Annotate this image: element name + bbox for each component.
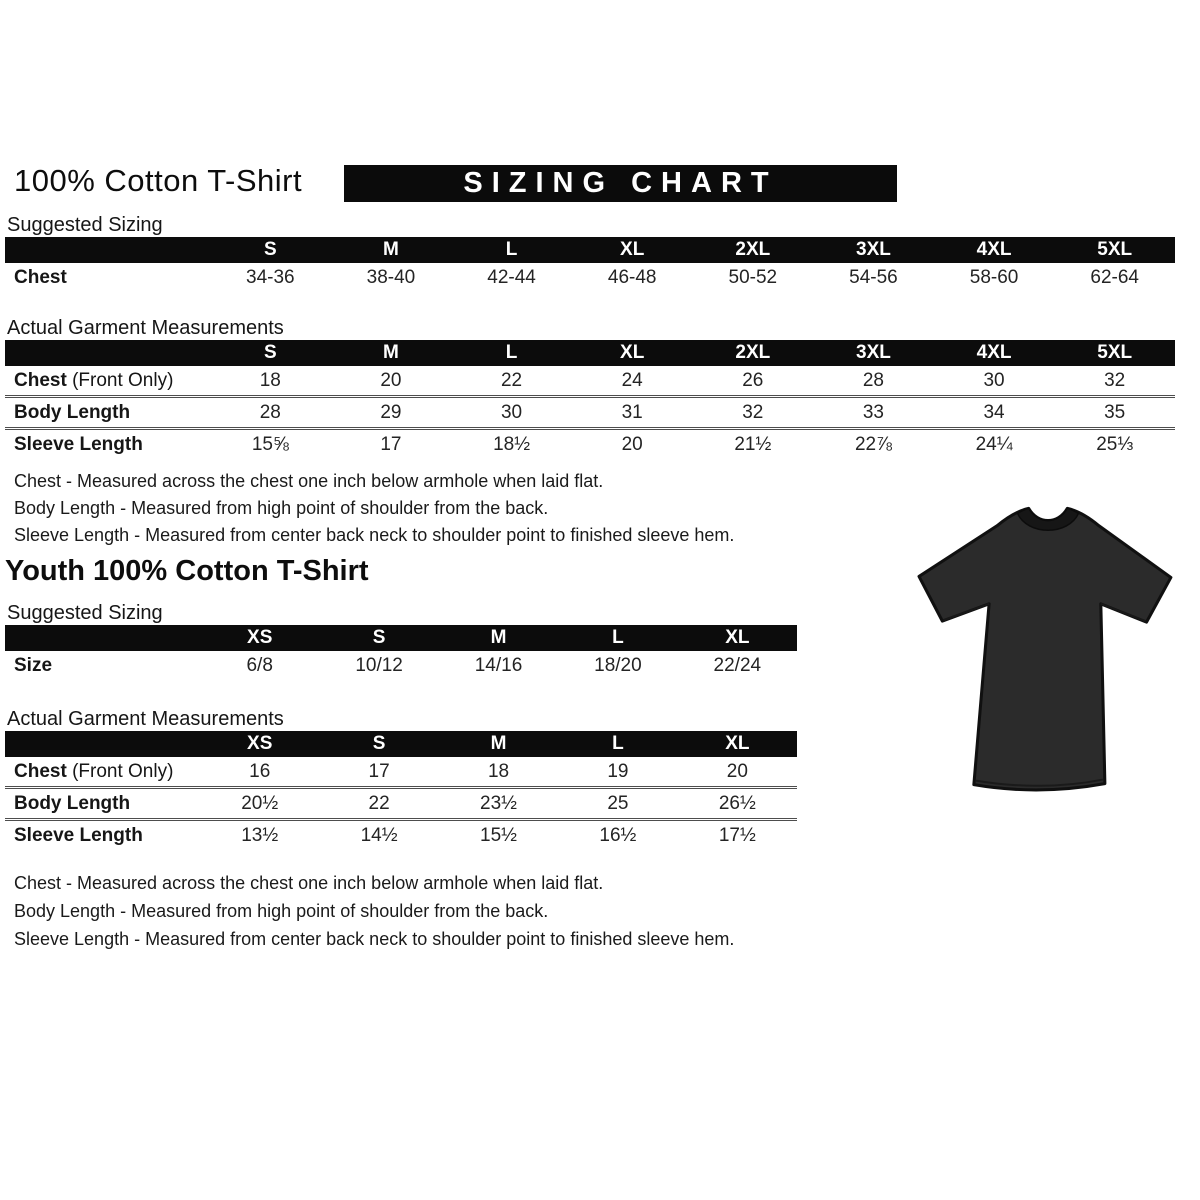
youth-section-title: Youth 100% Cotton T-Shirt — [5, 555, 369, 587]
size-column-header: XL — [725, 733, 750, 754]
measurement-value: 25⅓ — [1096, 433, 1134, 455]
note-sleeve-length: Sleeve Length - Measured from center back neck to shoulder point to finished sleeve hem. — [14, 929, 735, 949]
size-column-header: XS — [247, 733, 273, 754]
row-label: Chest (Front Only) — [14, 760, 174, 782]
measurement-value: 21½ — [734, 433, 772, 455]
table-header-row — [5, 340, 1175, 366]
measurement-value: 20 — [621, 433, 643, 455]
youth-suggested-sizing-label: Suggested Sizing — [7, 602, 163, 624]
measurement-value: 28 — [862, 369, 884, 391]
youth-measurement-notes — [14, 869, 1195, 953]
measurement-value: 6/8 — [246, 654, 273, 676]
measurement-value: 14/16 — [474, 654, 523, 676]
row-label: Sleeve Length — [14, 824, 143, 846]
measurement-value: 20 — [726, 760, 748, 782]
measurement-value: 25 — [607, 792, 629, 814]
row-label: Body Length — [14, 792, 131, 814]
size-column-header: M — [490, 627, 507, 648]
measurement-row — [5, 430, 1175, 459]
size-column-header: XL — [620, 239, 645, 260]
measurement-value: 24¼ — [975, 433, 1013, 455]
measurement-value: 26 — [742, 369, 764, 391]
tshirt-photo — [893, 483, 1200, 808]
size-column-header: M — [383, 342, 399, 363]
measurement-value: 24 — [621, 369, 643, 391]
page-title: 100% Cotton T-Shirt — [14, 163, 303, 198]
measurement-row — [5, 789, 797, 821]
measurement-value: 16½ — [599, 824, 637, 846]
size-column-header: 4XL — [976, 239, 1012, 260]
size-column-header: M — [383, 239, 399, 260]
measurement-value: 30 — [500, 401, 523, 423]
note-chest: Chest - Measured across the chest one inch below armhole when laid flat. — [14, 873, 604, 893]
size-column-header: 5XL — [1097, 239, 1133, 260]
size-column-header: 3XL — [856, 239, 891, 260]
measurement-value: 18 — [259, 369, 281, 391]
measurement-row — [5, 651, 797, 680]
adult-actual-measurements-label: Actual Garment Measurements — [7, 317, 284, 339]
measurement-value: 32 — [742, 401, 764, 423]
size-column-header: S — [263, 239, 277, 260]
measurement-value: 46-48 — [607, 266, 657, 288]
size-column-header: M — [490, 733, 507, 754]
measurement-value: 13½ — [241, 824, 279, 846]
measurement-value: 18/20 — [594, 654, 642, 676]
adult-actual-measurements-table — [5, 340, 1175, 459]
youth-actual-measurements-table — [5, 731, 797, 850]
measurement-value: 62-64 — [1090, 266, 1139, 288]
row-label: Chest (Front Only) — [14, 369, 174, 391]
table-header-row — [5, 625, 797, 651]
measurement-value: 17 — [380, 433, 402, 455]
size-column-header: 2XL — [735, 342, 771, 363]
measurement-value: 17 — [368, 760, 390, 782]
measurement-value: 38-40 — [366, 266, 416, 288]
measurement-row — [5, 366, 1175, 398]
size-column-header: S — [263, 342, 277, 363]
measurement-value: 19 — [607, 760, 629, 782]
measurement-value: 32 — [1104, 369, 1126, 391]
measurement-row — [5, 757, 797, 789]
note-body-length: Body Length - Measured from high point of shoulder from the back. — [14, 901, 549, 921]
measurement-value: 23½ — [480, 792, 517, 814]
measurement-value: 54-56 — [849, 266, 898, 288]
size-column-header: XS — [247, 627, 273, 648]
measurement-value: 15½ — [480, 824, 517, 846]
size-column-header: L — [612, 733, 624, 754]
measurement-value: 35 — [1104, 401, 1126, 423]
size-column-header: XL — [620, 342, 645, 363]
note-body-length: Body Length - Measured from high point of shoulder from the back. — [14, 498, 549, 518]
measurement-value: 50-52 — [728, 266, 778, 288]
measurement-row — [5, 398, 1175, 430]
measurement-value: 20 — [380, 369, 402, 391]
note-chest: Chest - Measured across the chest one inch below armhole when laid flat. — [14, 471, 604, 491]
size-column-header: 2XL — [735, 239, 771, 260]
measurement-value: 10/12 — [355, 654, 403, 676]
measurement-value: 33 — [862, 401, 884, 423]
row-label: Chest — [14, 266, 67, 288]
measurement-value: 15⅝ — [251, 433, 289, 455]
measurement-value: 17½ — [718, 824, 756, 846]
measurement-value: 22/24 — [713, 654, 762, 676]
measurement-value: 26½ — [718, 792, 756, 814]
youth-actual-measurements-label: Actual Garment Measurements — [7, 708, 284, 730]
size-column-header: XL — [725, 627, 750, 648]
measurement-value: 31 — [621, 401, 643, 423]
measurement-row — [5, 263, 1175, 292]
adult-suggested-sizing-label: Suggested Sizing — [7, 214, 163, 236]
measurement-value: 18 — [487, 760, 510, 782]
measurement-value: 22⅞ — [854, 433, 892, 455]
row-label: Sleeve Length — [14, 433, 143, 455]
measurement-value: 28 — [259, 401, 281, 423]
measurement-value: 22 — [500, 369, 523, 391]
size-column-header: 5XL — [1097, 342, 1133, 363]
row-label: Size — [14, 654, 53, 676]
table-header-row — [5, 731, 797, 757]
measurement-value: 20½ — [241, 792, 279, 814]
tshirt-illustration — [893, 483, 1200, 808]
measurement-value: 34-36 — [246, 266, 295, 288]
size-column-header: L — [505, 342, 518, 363]
measurement-value: 34 — [983, 401, 1005, 423]
row-label: Body Length — [14, 401, 131, 423]
page-header — [5, 163, 1195, 207]
size-column-header: S — [372, 733, 386, 754]
size-column-header: 4XL — [976, 342, 1012, 363]
measurement-value: 16 — [249, 760, 271, 782]
size-column-header: L — [505, 239, 518, 260]
measurement-value: 18½ — [493, 433, 531, 455]
measurement-value: 30 — [983, 369, 1005, 391]
adult-suggested-sizing-table — [5, 237, 1175, 292]
sizing-chart-banner: SIZING CHART — [344, 165, 897, 202]
measurement-value: 58-60 — [969, 266, 1019, 288]
measurement-value: 29 — [380, 401, 402, 423]
note-sleeve-length: Sleeve Length - Measured from center back neck to shoulder point to finished sleeve hem. — [14, 525, 735, 545]
measurement-value: 22 — [368, 792, 390, 814]
measurement-value: 14½ — [360, 824, 398, 846]
size-column-header: S — [372, 627, 386, 648]
measurement-row — [5, 821, 797, 850]
youth-suggested-sizing-table — [5, 625, 797, 680]
measurement-value: 42-44 — [487, 266, 536, 288]
table-header-row — [5, 237, 1175, 263]
size-column-header: 3XL — [856, 342, 891, 363]
size-column-header: L — [612, 627, 624, 648]
